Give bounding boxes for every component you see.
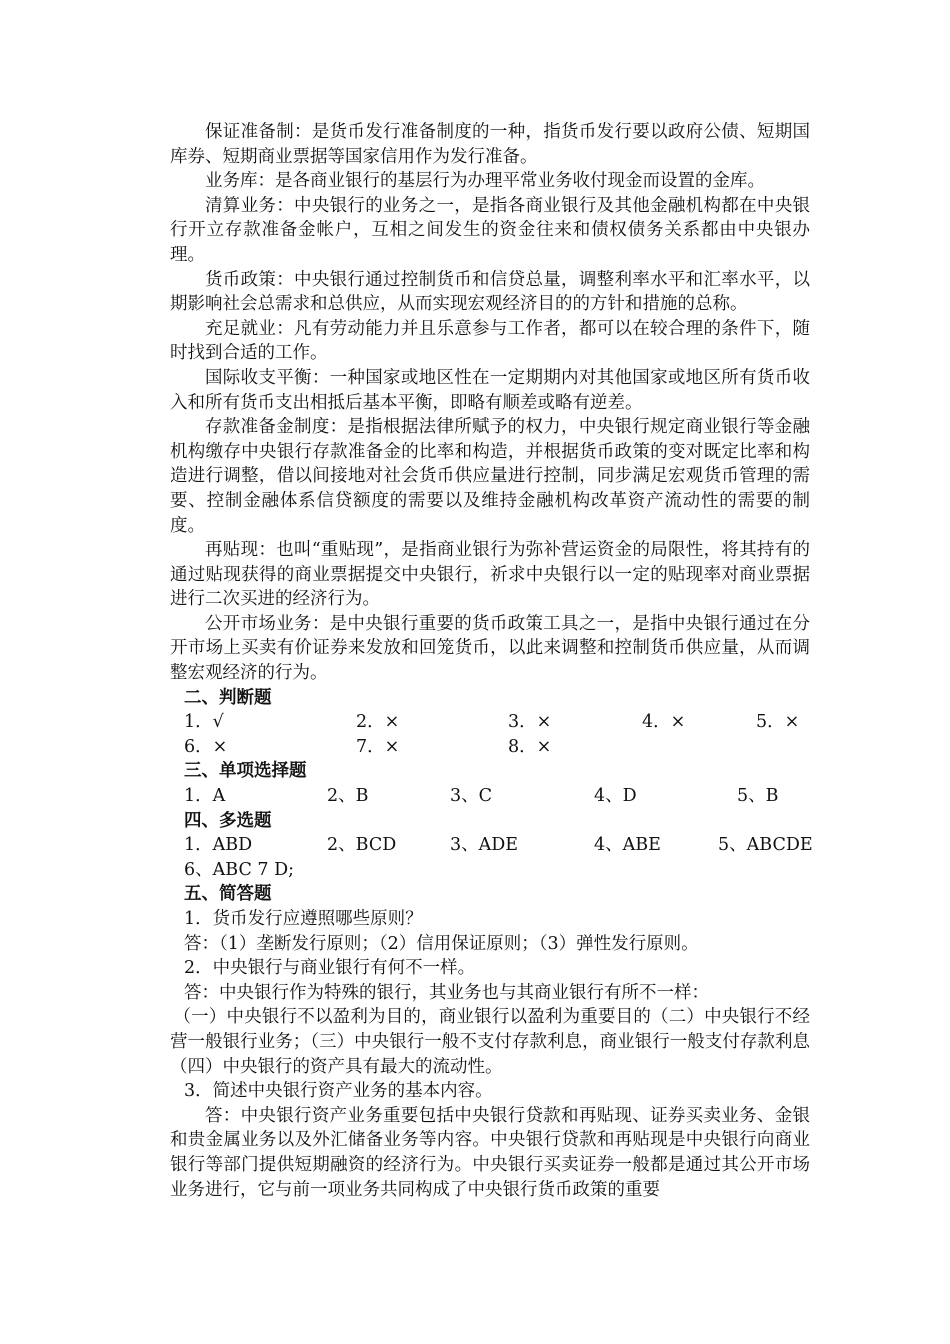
answer-item: 4、ABE: [594, 835, 661, 856]
answer-item: 5、ABCDE: [718, 835, 813, 856]
answer-item: 6．×: [184, 736, 228, 757]
answer-item: 3、C: [450, 786, 493, 807]
answer-item: 2、B: [327, 786, 369, 807]
question: 3．简述中央银行资产业务的基本内容。: [184, 1081, 493, 1102]
section-heading-single-choice: 三、单项选择题: [184, 761, 307, 782]
definition-paragraph: 保证准备制：是货币发行准备制度的一种，指货币发行要以政府公债、短期国库券、短期商业票据等国家信用作为发行准备。: [170, 122, 810, 167]
definition-paragraph: 业务库：是各商业银行的基层行为办理平常业务收付现金而设置的金库。: [205, 171, 765, 192]
answer-item: 5．×: [756, 712, 800, 733]
definition-paragraph: 国际收支平衡：一种国家或地区性在一定期期内对其他国家或地区所有货币收入和所有货币支出相抵后基本平衡，即略有顺差或略有逆差。: [170, 367, 810, 413]
answer-item: 1．A: [184, 786, 226, 807]
answer: 答：中央银行作为特殊的银行，其业务也与其商业银行有所不一样：: [184, 982, 709, 1003]
answer-row: [170, 833, 813, 858]
answer-item: 4．×: [642, 712, 686, 733]
definition-paragraph: 存款准备金制度：是指根据法律所赋予的权力，中央银行规定商业银行等金融机构缴存中央银行存款准备金的比率和构造，并根据货币政策的变对既定比率和构造进行调整，借以间接地对社会货币供应量进行控制，同步满足宏观货币管理的需要、控制金融体系信贷额度的需要以及维持金融机构改革资产流动性的需要的制度。: [170, 417, 810, 536]
answer-item: 8．×: [508, 736, 552, 757]
answer-item: 4、D: [594, 786, 637, 807]
answer-row: 6、ABC 7 D;: [184, 859, 295, 880]
definition-paragraph: 再贴现：也叫“重贴现”，是指商业银行为弥补营运资金的局限性，将其持有的通过贴现获得的商业票据提交中央银行，祈求中央银行以一定的贴现率对商业票据进行二次买进的经济行为。: [170, 540, 810, 610]
question: 2．中央银行与商业银行有何不一样。: [184, 958, 476, 979]
answer: 答：（1）垄断发行原则；（2）信用保证原则；（3）弹性发行原则。: [184, 933, 699, 954]
answer-row: [170, 735, 810, 760]
answer-item: 5、B: [737, 786, 779, 807]
section-heading-judgment: 二、判断题: [184, 687, 272, 708]
answer-item: 1．√: [184, 712, 224, 733]
definition-paragraph: 清算业务：中央银行的业务之一，是指各商业银行及其他金融机构都在中央银行开立存款准备金帐户，互相之间发生的资金往来和债权债务关系都由中央银办理。: [170, 195, 810, 265]
answer-body: 答：中央银行资产业务重要包括中央银行贷款和再贴现、证券买卖业务、金银和贵金属业务以及外汇储备业务等内容。中央银行贷款和再贴现是中央银行向商业银行等部门提供短期融资的经济行为。中央银行买卖证券一般都是通过其公开市场业务进行，它与前一项业务共同构成了中央银行货币政策的重要: [170, 1105, 810, 1200]
answer-item: 3．×: [508, 712, 552, 733]
question: 1．货币发行应遵照哪些原则？: [184, 909, 423, 929]
answer-item: 1．ABD: [184, 835, 253, 856]
definition-paragraph: 充足就业：凡有劳动能力并且乐意参与工作者，都可以在较合理的条件下，随时找到合适的工作。: [170, 318, 810, 364]
answer-item: 2．×: [356, 712, 400, 733]
definition-paragraph: 公开市场业务：是中央银行重要的货币政策工具之一，是指中央银行通过在分开市场上买卖有价证券来发放和回笼货币，以此来调整和控制货币供应量，从而调整宏观经济的行为。: [170, 613, 810, 684]
document-body: [170, 120, 813, 1202]
answer-item: 3、ADE: [450, 835, 519, 856]
section-heading-short-answer: 五、简答题: [184, 884, 272, 905]
answer-body: （一）中央银行不以盈利为目的，商业银行以盈利为重要目的（二）中央银行不经营一般银行业务；（三）中央银行一般不支付存款利息，商业银行一般支付存款利息（四）中央银行的资产具有最大的流动性。: [170, 1007, 810, 1077]
definition-paragraph: 货币政策：中央银行通过控制货币和信贷总量，调整利率水平和汇率水平，以期影响社会总需求和总供应，从而实现宏观经济目的的方针和措施的总称。: [170, 269, 810, 315]
answer-item: 2、BCD: [327, 835, 397, 856]
answer-row: [170, 784, 810, 809]
answer-item: 7．×: [356, 736, 400, 757]
answer-row: [170, 710, 810, 735]
section-heading-multi-choice: 四、多选题: [184, 810, 272, 831]
